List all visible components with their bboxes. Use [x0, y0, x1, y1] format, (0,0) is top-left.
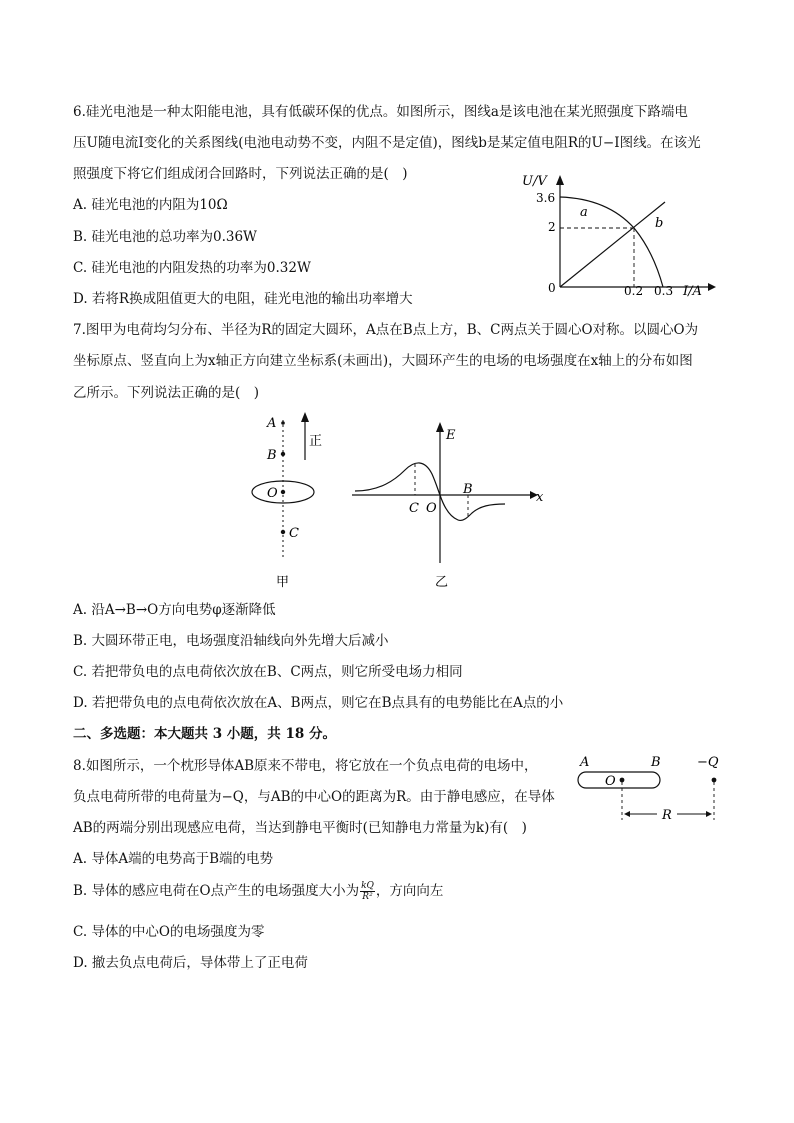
q7-figure-jia — [245, 408, 335, 593]
q8-stem-line-2: 负点电荷所带的电荷量为−Q，与AB的中心O的距离为R。由于静电感应，在导体 — [73, 789, 555, 805]
q8-stem-line-1: 8.如图所示，一个枕形导体AB原来不带电，将它放在一个负点电荷的电场中， — [73, 758, 538, 774]
q7-option-b: B. 大圆环带正电，电场强度沿轴线向外先增大后减小 — [73, 633, 389, 649]
q8-stem-line-3: AB的两端分别出现感应电荷，当达到静电平衡时(已知静电力常量为k)有( ) — [73, 820, 527, 836]
q6-option-a: A. 硅光电池的内阻为10Ω — [73, 197, 228, 213]
q7-yi-label-x: x — [536, 490, 544, 505]
q7-yi-caption: 乙 — [435, 575, 449, 590]
q7-jia-label-o: O — [267, 486, 278, 501]
q7-jia-label-b: B — [267, 448, 277, 463]
q8-option-b — [73, 881, 443, 902]
q7-stem-line-3: 乙所示。下列说法正确的是( ) — [73, 385, 260, 401]
q8-conductor — [578, 772, 660, 788]
q7-yi-label-o: O — [426, 501, 437, 516]
q8-figure — [573, 752, 733, 824]
q6-y-tick-3-6: 3.6 — [536, 191, 556, 205]
q6-x-axis-label: I/A — [683, 284, 702, 299]
q6-x-tick-0-3: 0.3 — [654, 284, 674, 298]
q6-ui-graph — [520, 165, 720, 305]
q7-jia-label-c: C — [289, 526, 299, 541]
q7-yi-label-e: E — [446, 428, 456, 443]
section-2-heading: 二、多选题：本大题共 3 小题，共 18 分。 — [73, 726, 336, 742]
q8-option-a: A. 导体A端的电势高于B端的电势 — [73, 851, 274, 867]
q7-yi-label-b: B — [463, 482, 473, 497]
q6-curve-a — [560, 197, 663, 287]
q7-yi-label-c: C — [409, 501, 419, 516]
q8-option-b-text: B. 导体的感应电荷在O点产生的电场强度大小为 — [73, 883, 360, 899]
q8-fraction-numerator: kQ — [361, 881, 374, 891]
q6-label-b: b — [655, 216, 664, 231]
q8-label-b: B — [651, 755, 661, 770]
q7-figure-yi — [350, 418, 550, 593]
q6-stem-line-1: 6.硅光电池是一种太阳能电池，具有低碳环保的优点。如图所示，图线a是该电池在某光照强度下路端电 — [73, 104, 688, 120]
q7-jia-label-zheng: 正 — [309, 434, 323, 449]
q7-option-c: C. 若把带负电的点电荷依次放在B、C两点，则它所受电场力相同 — [73, 664, 463, 680]
q8-option-d: D. 撤去负点电荷后，导体带上了正电荷 — [73, 955, 308, 971]
q8-label-a: A — [580, 755, 590, 770]
q7-jia-label-a: A — [267, 416, 277, 431]
q7-jia-caption: 甲 — [276, 575, 290, 590]
q8-fraction-denominator: R² — [362, 892, 373, 902]
q6-stem-line-2: 压U随电流I变化的关系图线(电池电动势不变，内阻不是定值)，图线b是某定值电阻R的U−I图线。在该光 — [73, 135, 701, 151]
q8-label-q: −Q — [697, 755, 719, 770]
q7-option-a: A. 沿A→B→O方向电势φ逐渐降低 — [73, 602, 276, 618]
q8-label-o: O — [605, 774, 616, 789]
q8-option-b-direction: ，方向向左 — [375, 883, 444, 899]
q6-line-b — [560, 202, 665, 287]
q7-stem-line-2: 坐标原点、竖直向上为x轴正方向建立坐标系(未画出)，大圆环产生的电场的电场强度在x轴上的分布如图 — [73, 353, 693, 369]
q6-label-a: a — [580, 205, 588, 220]
q8-label-r: R — [662, 808, 672, 823]
q6-option-b: B. 硅光电池的总功率为0.36W — [73, 229, 257, 245]
q6-x-tick-0-2: 0.2 — [624, 284, 644, 298]
q6-y-axis-label: U/V — [522, 174, 547, 189]
q6-option-c: C. 硅光电池的内阻发热的功率为0.32W — [73, 260, 311, 276]
q8-option-c: C. 导体的中心O的电场强度为零 — [73, 924, 265, 940]
q6-stem-line-3: 照强度下将它们组成闭合回路时，下列说法正确的是( ) — [73, 166, 408, 182]
q7-option-d: D. 若把带负电的点电荷依次放在A、B两点，则它在B点具有的电势能比在A点的小 — [73, 695, 564, 711]
q7-stem-line-1: 7.图甲为电荷均匀分布、半径为R的固定大圆环，A点在B点上方，B、C两点关于圆心O对称。以圆心O为 — [73, 322, 699, 338]
q6-y-tick-2: 2 — [548, 220, 556, 234]
q6-option-d: D. 若将R换成阻值更大的电阻，硅光电池的输出功率增大 — [73, 291, 413, 307]
q8-option-b-fraction — [360, 881, 375, 902]
q6-x-tick-0: 0 — [548, 281, 556, 295]
